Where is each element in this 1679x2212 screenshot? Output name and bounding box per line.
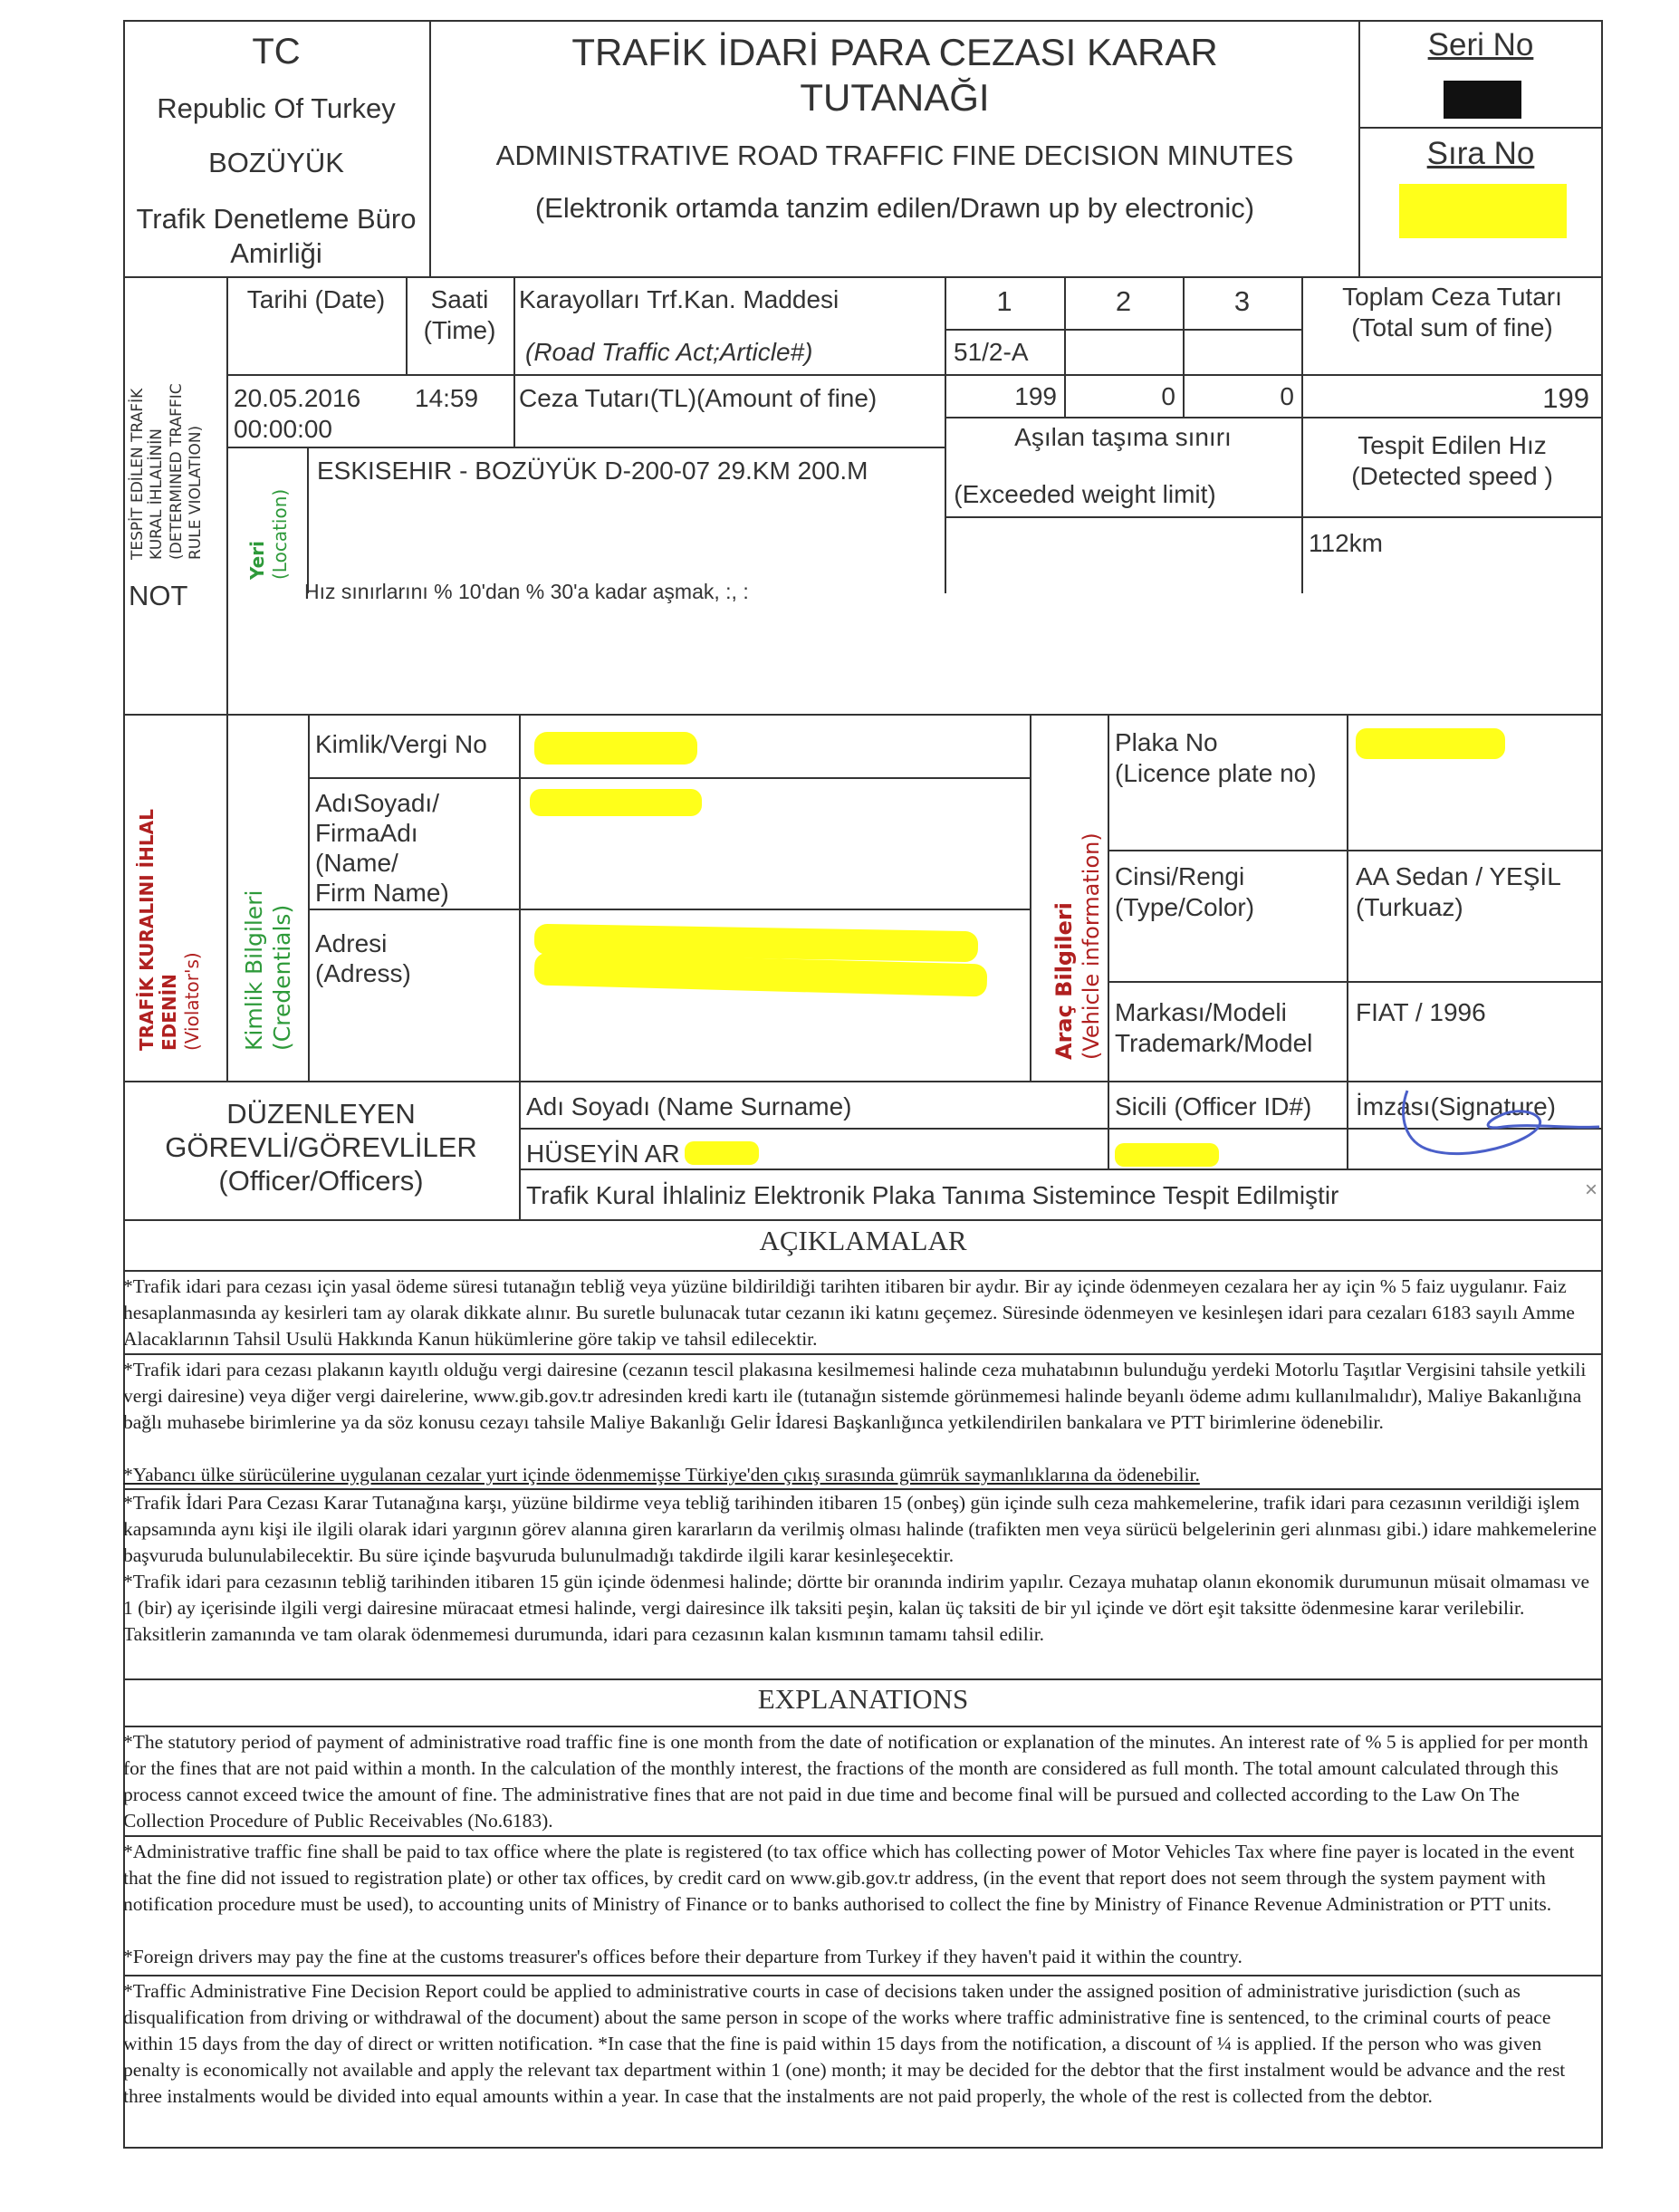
type-label-1: Cinsi/Rengi (1115, 862, 1245, 890)
document-title-en: ADMINISTRATIVE ROAD TRAFFIC FINE DECISION MINUTES (495, 139, 1294, 171)
vehicle-section-label: Araç Bilgileri (Vehicle information) (1051, 832, 1104, 1060)
vehicle-label-divider (1108, 714, 1109, 1082)
total-value: 199 (1542, 382, 1589, 414)
article-label-en: (Road Traffic Act;Article#) (525, 338, 813, 366)
article1-value: 51/2-A (954, 338, 1029, 366)
sira-no-redaction (1399, 184, 1567, 238)
fine-label: Ceza Tutarı(TL)(Amount of fine) (519, 384, 878, 412)
location-value: ESKISEHIR - BOZÜYÜK D-200-07 29.KM 200.M (317, 457, 868, 485)
explanations-p4: *Traffic Administrative Fine Decision Report could be applied to administrative courts in case of decisions taken under the assigned position of administrative jurisdiction (such as disqualification from driving or withdrawal of the document) about the same person in scope of the works where traffic administrative fine is sentenced, to the criminal courts of peace within 15 days from the day of direct or written notification. *In case that the fine is paid within 15 days from the notification, a discount of ¼ is applied. If the person who was given penalty is economically not available and apply the relevant tax department within 1 (one) month; it may be decided for the debtor that the first instalment would be advance and the rest three instalments would be divided into equal amounts within a year. In case that the instalments are not paid properly, the whole of the rest is collected from the debtor. (123, 1980, 1566, 2107)
location-label-divider (307, 447, 309, 593)
explanations-sep-2 (123, 1975, 1603, 1976)
exceeded-label-1: Aşılan taşıma sınırı (1014, 423, 1232, 451)
col2-header: 2 (1115, 285, 1132, 317)
officer-label-divider (519, 1081, 521, 1221)
seri-no-redaction (1444, 81, 1521, 119)
violation-note: Hız sınırlarını % 10'dan % 30'a kadar aşmak, :, : (304, 580, 749, 603)
header-office-line2: Amirliği (230, 237, 322, 269)
aciklamalar-heading: AÇIKLAMALAR (759, 1225, 967, 1256)
location-row-top-line (226, 447, 945, 448)
col1-header: 1 (996, 285, 1012, 317)
explanations-sep-1 (123, 1835, 1603, 1837)
id-row-line (308, 777, 1030, 779)
time-col-divider (513, 276, 515, 448)
explanations-p1: *The statutory period of payment of administrative road traffic fine is one month from the date of notification or explanation of the minutes. An interest rate of % 5 is applied for per month for the fines that are not paid within a month. In the calculation of the monthly interest, the fractions of the month are considered as full month. The total amount calculated through this process cannot exceed twice the amount of fine. The administrative fines that are not paid in due time and become final will be pursued and collected according to the Law On The Collection Procedure of Public Receivables (No.6183). (123, 1731, 1588, 1832)
make-value: FIAT / 1996 (1356, 998, 1486, 1026)
speed-label-2: (Detected speed ) (1351, 462, 1553, 490)
violation-section-label: TESPİT EDİLEN TRAFİK KURAL İHLALİNİN (DETERMINED TRAFFIC RULE VIOLATION) (129, 383, 205, 560)
plate-redaction (1356, 728, 1505, 759)
speed-value-line (945, 516, 1603, 518)
document-subtitle: (Elektronik ortamda tanzim edilen/Drawn up by electronic) (534, 192, 1255, 224)
id-label: Kimlik/Vergi No (315, 730, 487, 758)
signature-label: İmzası(Signature) (1356, 1092, 1556, 1120)
date-value: 20.05.2016 (234, 384, 361, 412)
type-value-1: AA Sedan / YEŞİL (1356, 862, 1561, 890)
seri-no-label: Seri No (1427, 27, 1534, 63)
explanations-p3: *Foreign drivers may pay the fine at the customs treasurer's offices before their departure from Turkey if they haven't paid it within the country. (123, 1946, 1242, 1967)
speed-value: 112km (1309, 529, 1383, 557)
not-label: NOT (129, 580, 188, 611)
officer-section-label-1: DÜZENLEYEN (226, 1098, 416, 1130)
name-redaction (530, 789, 702, 816)
officer-mark: × (1585, 1178, 1598, 1202)
officer-id-redaction (1115, 1143, 1219, 1167)
explanations-heading-line (123, 1726, 1603, 1727)
time-label-1: Saati (430, 285, 489, 313)
vehicle-left-divider (1030, 714, 1031, 1082)
header-city: BOZÜYÜK (208, 147, 344, 178)
plate-row-line (1108, 850, 1603, 851)
officer-name-label: Adı Soyadı (Name Surname) (526, 1092, 852, 1120)
violator-label-divider (226, 714, 228, 1082)
officer-value-line (519, 1169, 1603, 1170)
data-row-top-line (226, 374, 1603, 376)
credentials-label-divider (308, 714, 310, 1082)
header-tc: TC (252, 32, 301, 72)
officer-id-label: Sicili (Officer ID#) (1115, 1092, 1312, 1120)
violator-section-label: TRAFİK KURALINI İHLAL EDENİN (Violator's) (136, 809, 203, 1051)
aciklamalar-p5: *Trafik idari para cezasının tebliğ tarihinden itibaren 15 gün içinde ödenmesi halinde; dörtte bir oranında indirim yapılır. Cezaya muhatap olanın ekonomik durumunun müsait olmaması ve 1 (bir) ay içerisinde ilgili vergi dairesine müracaat etmesi halinde, vergi dairesince ilk taksiti peşin, kalan üç taksiti de bir yıl içinde ve dört eşit taksitte ödenmesine karar verilebilir. Taksitlerin zamanında ve tam olarak ödenmemesi durumunda, idari para cezasının kalan kısmının tamamı tahsil edilir. (123, 1571, 1590, 1645)
officer-id-divider (1347, 1081, 1348, 1169)
time-label-2: (Time) (423, 316, 496, 344)
name-label-4: Firm Name) (315, 879, 449, 907)
id-redaction (534, 732, 697, 765)
col3-header: 3 (1233, 285, 1251, 317)
violator-value-divider (519, 714, 521, 1082)
total-label-2: (Total sum of fine) (1351, 313, 1553, 341)
violation-label-divider (226, 276, 228, 716)
document-title-line1: TRAFİK İDARİ PARA CEZASI KARAR (571, 31, 1218, 73)
fine1-value: 199 (1014, 382, 1057, 410)
address-label-1: Adresi (315, 929, 388, 957)
total-label-1: Toplam Ceza Tutarı (1342, 283, 1562, 311)
explanations-p2: *Administrative traffic fine shall be paid to tax office where the plate is registered (to tax office which has collecting power of Motor Vehicles Tax where fine payer is located in the event that the fine did not issued to registration plate) or other tax offices, by credit card on www.gib.gov.tr address, (in the event that report does not seem through the system payment with notification procedure must be used), to accounting units of Ministry of Finance or to banks authorised to collect the fine by Ministry of Finance Revenue Administration or PTT units. (123, 1841, 1575, 1915)
officer-section-label-3: (Officer/Officers) (218, 1165, 424, 1197)
officer-note: Trafik Kural İhlaliniz Elektronik Plaka Tanıma Sistemince Tespit Edilmiştir (526, 1181, 1339, 1209)
type-row-line (1108, 981, 1603, 983)
name-label-2: FirmaAdı (315, 819, 418, 847)
make-label-2: Trademark/Model (1115, 1029, 1313, 1057)
plate-label-2: (Licence plate no) (1115, 759, 1317, 787)
signature-scribble (1395, 1087, 1603, 1169)
make-label-1: Markası/Modeli (1115, 998, 1287, 1026)
aciklamalar-p4: *Trafik İdari Para Cezası Karar Tutanağına karşı, yüzüne bildirme veya tebliğ tarihinden itibaren 15 (onbeş) gün içinde sulh ceza mahkemelerine, trafik idari para cezasının verildiği işlem kapsamında aynı kişi ile ilgili olarak idari yargının görev alanına giren kararların da verilmiş olması halinde (trafikten men veya sürücü belgelerinin geri alınması gibi.) idare mahkemelerine başvuruda bulunulabilecektir. Bu süre içinde başvuruda bulunulmadığı takdirde ilgili karar kesinleşecektir. (123, 1492, 1597, 1566)
name-label-3: (Name/ (315, 849, 398, 877)
fine-row-bottom-line (945, 417, 1603, 418)
type-label-2: (Type/Color) (1115, 893, 1255, 921)
explanations-heading: EXPLANATIONS (757, 1683, 969, 1715)
header-divider-seri (1358, 127, 1603, 129)
aciklamalar-p2: *Trafik idari para cezası plakanın kayıtlı olduğu vergi dairesine (cezanın tescil plakasına kesilmemesi halinde ceza muhatabının bulunduğu yerdeki Motorlu Taşıtlar Vergisini tahsile yetkili vergi dairesine) veya diğer vergi dairelerine, www.gib.gov.tr adresinden kredi kartı ile (tutanağın sistemde görünmemesi halinde beyanlı ödeme adımı kullanılmalıdır), Maliye Bakanlığına bağlı muhasebe birimlerine ya da söz konusu cezayı tahsile Maliye Bakanlığı Gelir İdaresi Başkanlığınca yetkilendirilen bankalara ve PTT birimlerine ödenebilir. (123, 1359, 1587, 1433)
officer-section-label-2: GÖREVLİ/GÖREVLİLER (165, 1131, 477, 1163)
officer-name-divider (1108, 1081, 1109, 1169)
aciklamalar-p3: *Yabancı ülke sürücülerine uygulanan cezalar yurt içinde ödenmemişse Türkiye'den çıkış sırasında gümrük saymanlıklarına da ödenebilir. (123, 1464, 1200, 1486)
exceeded-label-2: (Exceeded weight limit) (954, 480, 1216, 508)
credentials-section-label: Kimlik Bilgileri (Credentials) (241, 890, 296, 1051)
aciklamalar-p1: *Trafik idari para cezası için yasal ödeme süresi tutanağın tebliğ veya yüzüne bildirildiği tarihten itibaren bir aydır. Bir ay içinde ödenmeyen cezalara her ay için % 5 faiz uygulanır. Faiz hesaplanmasında ay kesirleri tam ay olarak dikkate alınır. Bu suretle bulunacak tutar cezanın iki katını geçemez. Süresinde ödenmeyen ve kesinleşen idari para cezaları 6183 sayılı Amme Alacaklarının Tahsil Usulü Hakkında Kanun hükümlerine göre takip ve tahsil edilecektir. (123, 1275, 1575, 1350)
officer-name-redaction (685, 1141, 759, 1165)
date-label: Tarihi (Date) (246, 285, 386, 313)
time-value: 14:59 (415, 384, 479, 412)
fine3-value: 0 (1280, 382, 1294, 410)
article-label: Karayolları Trf.Kan. Maddesi (519, 285, 840, 313)
header-office-line1: Trafik Denetleme Büro (136, 203, 417, 235)
name-row-line (308, 909, 1030, 910)
header-republic: Republic Of Turkey (157, 92, 396, 124)
location-side-label: Yeri (Location) (246, 488, 291, 580)
officer-name-value: HÜSEYİN AR (526, 1140, 680, 1168)
sira-no-label: Sıra No (1426, 136, 1535, 171)
aciklamalar-sep-1 (123, 1353, 1603, 1355)
document-title-line2: TUTANAĞI (800, 76, 990, 119)
name-label-1: AdıSoyadı/ (315, 789, 439, 817)
aciklamalar-heading-line (123, 1270, 1603, 1272)
fine2-value: 0 (1161, 382, 1175, 410)
article-sub-line (945, 329, 1301, 331)
address-label-2: (Adress) (315, 959, 411, 987)
speed-label-1: Tespit Edilen Hız (1358, 431, 1547, 459)
type-value-2: (Turkuaz) (1356, 893, 1463, 921)
plate-label-1: Plaka No (1115, 728, 1218, 756)
vehicle-value-divider (1347, 714, 1348, 1082)
date-time-value: 00:00:00 (234, 415, 332, 443)
